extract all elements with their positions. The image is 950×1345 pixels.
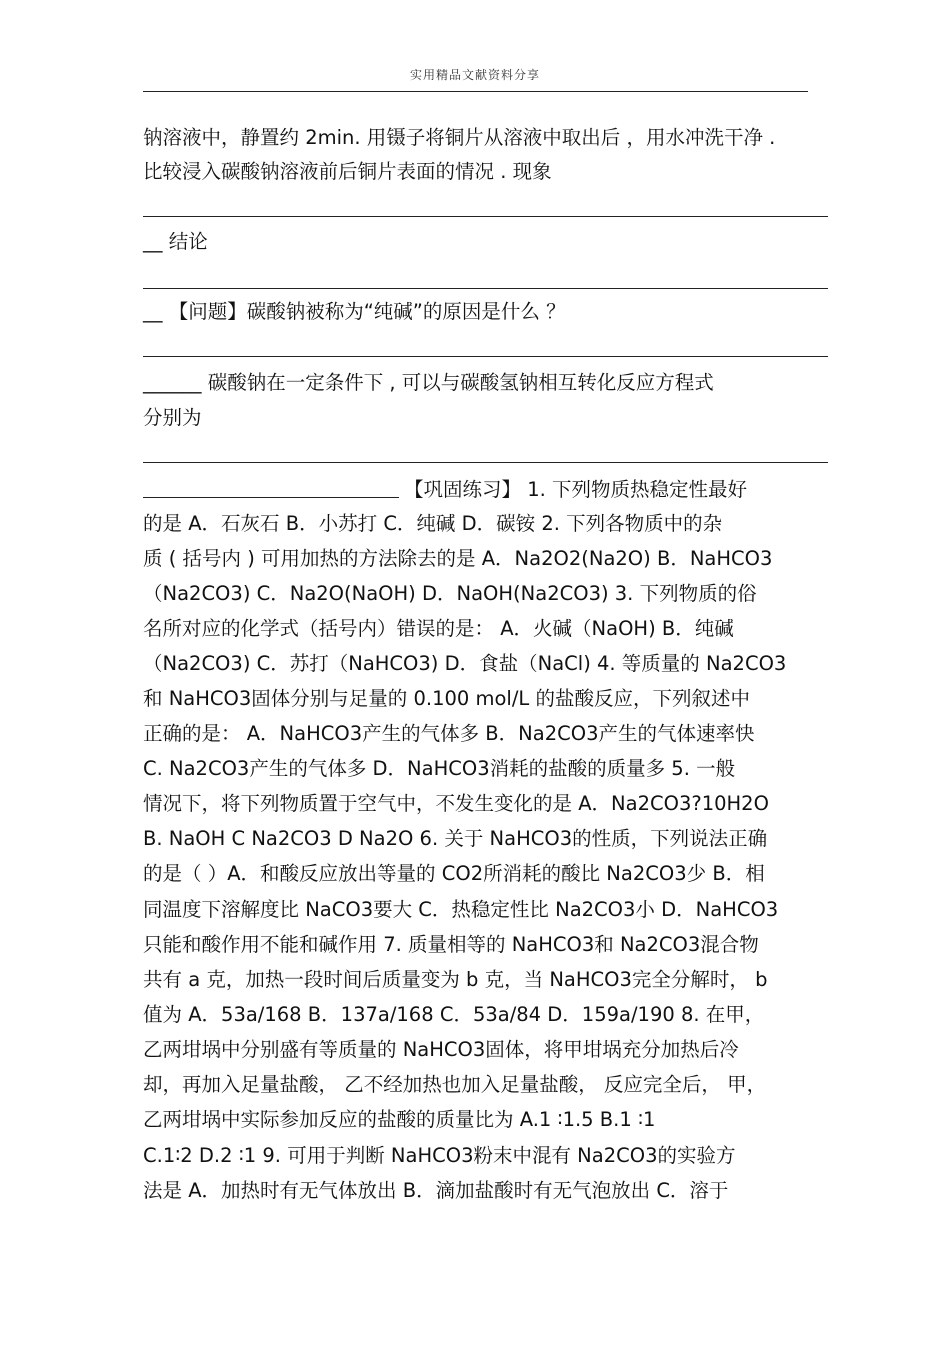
text-line: 情况下，将下列物质置于空气中，不发生变化的是 A．Na2CO3?10H2O — [143, 792, 769, 815]
text-line: __ 【问题】碳酸钠被称为“纯碱”的原因是什么 ？ — [143, 300, 566, 323]
answer-blank-line — [143, 356, 828, 357]
answer-blank-line — [143, 288, 828, 289]
answer-blank-line — [143, 216, 828, 217]
answer-blank-line — [143, 462, 828, 463]
text-line: 的是（ ）A．和酸反应放出等量的 CO2所消耗的酸比 Na2CO3少 B．相 — [143, 862, 765, 885]
text-line: 同温度下溶解度比 NaCO3要大 C．热稳定性比 Na2CO3小 D．NaHCO3 — [143, 898, 779, 921]
text-line: 乙两坩埚中分别盛有等质量的 NaHCO3固体，将甲坩埚充分加热后冷 — [143, 1038, 739, 1061]
text-line: （Na2CO3) C．苏打（NaHCO3) D．食盐（NaCl) 4. 等质量的 Na2CO3 — [143, 652, 787, 675]
text-line: 分别为 — [143, 406, 202, 429]
text-line: 【巩固练习】 1. 下列物质热稳定性最好 — [404, 478, 748, 501]
text-line: B. NaOH C Na2CO3 D Na2O 6. 关于 NaHCO3的性质，下列说法正确 — [143, 827, 768, 850]
text-line: ______ 碳酸钠在一定条件下 , 可以与碳酸氢钠相互转化反应方程式 — [143, 371, 714, 394]
text-line: C. Na2CO3产生的气体多 D．NaHCO3消耗的盐酸的质量多 5. 一般 — [143, 757, 736, 780]
header-divider — [143, 91, 808, 92]
text-line: C.1∶2 D.2 ∶1 9. 可用于判断 NaHCO3粉末中混有 Na2CO3的实验方 — [143, 1144, 736, 1167]
text-line: 的是 A．石灰石 B．小苏打 C．纯碱 D．碳铵 2. 下列各物质中的杂 — [143, 512, 723, 535]
text-line: 值为 A．53a/168 B．137a/168 C．53a/84 D．159a/190 8. 在甲， — [143, 1003, 765, 1026]
text-line: 却，再加入足量盐酸， 乙不经加热也加入足量盐酸， 反应完全后， 甲， — [143, 1073, 767, 1096]
text-line: 法是 A．加热时有无气体放出 B．滴加盐酸时有无气泡放出 C．溶于 — [143, 1179, 729, 1202]
text-line: 质 ( 括号内 ) 可用加热的方法除去的是 A．Na2O2(Na2O) B．NaHCO3 — [143, 547, 773, 570]
answer-blank-line — [143, 497, 399, 498]
text-line: 只能和酸作用不能和碱作用 7. 质量相等的 NaHCO3和 Na2CO3混合物 — [143, 933, 759, 956]
text-line: （Na2CO3) C．Na2O(NaOH) D．NaOH(Na2CO3) 3. 下列物质的俗 — [143, 582, 757, 605]
page-header: 实用精品文献资料分享 — [409, 68, 540, 82]
text-line: 乙两坩埚中实际参加反应的盐酸的质量比为 A.1 ∶1.5 B.1 ∶1 — [143, 1108, 656, 1131]
text-line: 共有 a 克，加热一段时间后质量变为 b 克，当 NaHCO3完全分解时， b — [143, 968, 768, 991]
text-line: 正确的是： A．NaHCO3产生的气体多 B．Na2CO3产生的气体速率快 — [143, 722, 755, 745]
text-line: 名所对应的化学式（括号内）错误的是： A．火碱（NaOH) B．纯碱 — [143, 617, 734, 640]
text-line: 钠溶液中，静置约 2min. 用镊子将铜片从溶液中取出后 ，用水冲洗干净 . — [143, 126, 776, 149]
text-line: 和 NaHCO3固体分别与足量的 0.100 mol/L 的盐酸反应，下列叙述中 — [143, 687, 750, 710]
text-line: 比较浸入碳酸钠溶液前后铜片表面的情况 . 现象 — [143, 160, 552, 183]
text-line: __ 结论 — [143, 230, 208, 253]
